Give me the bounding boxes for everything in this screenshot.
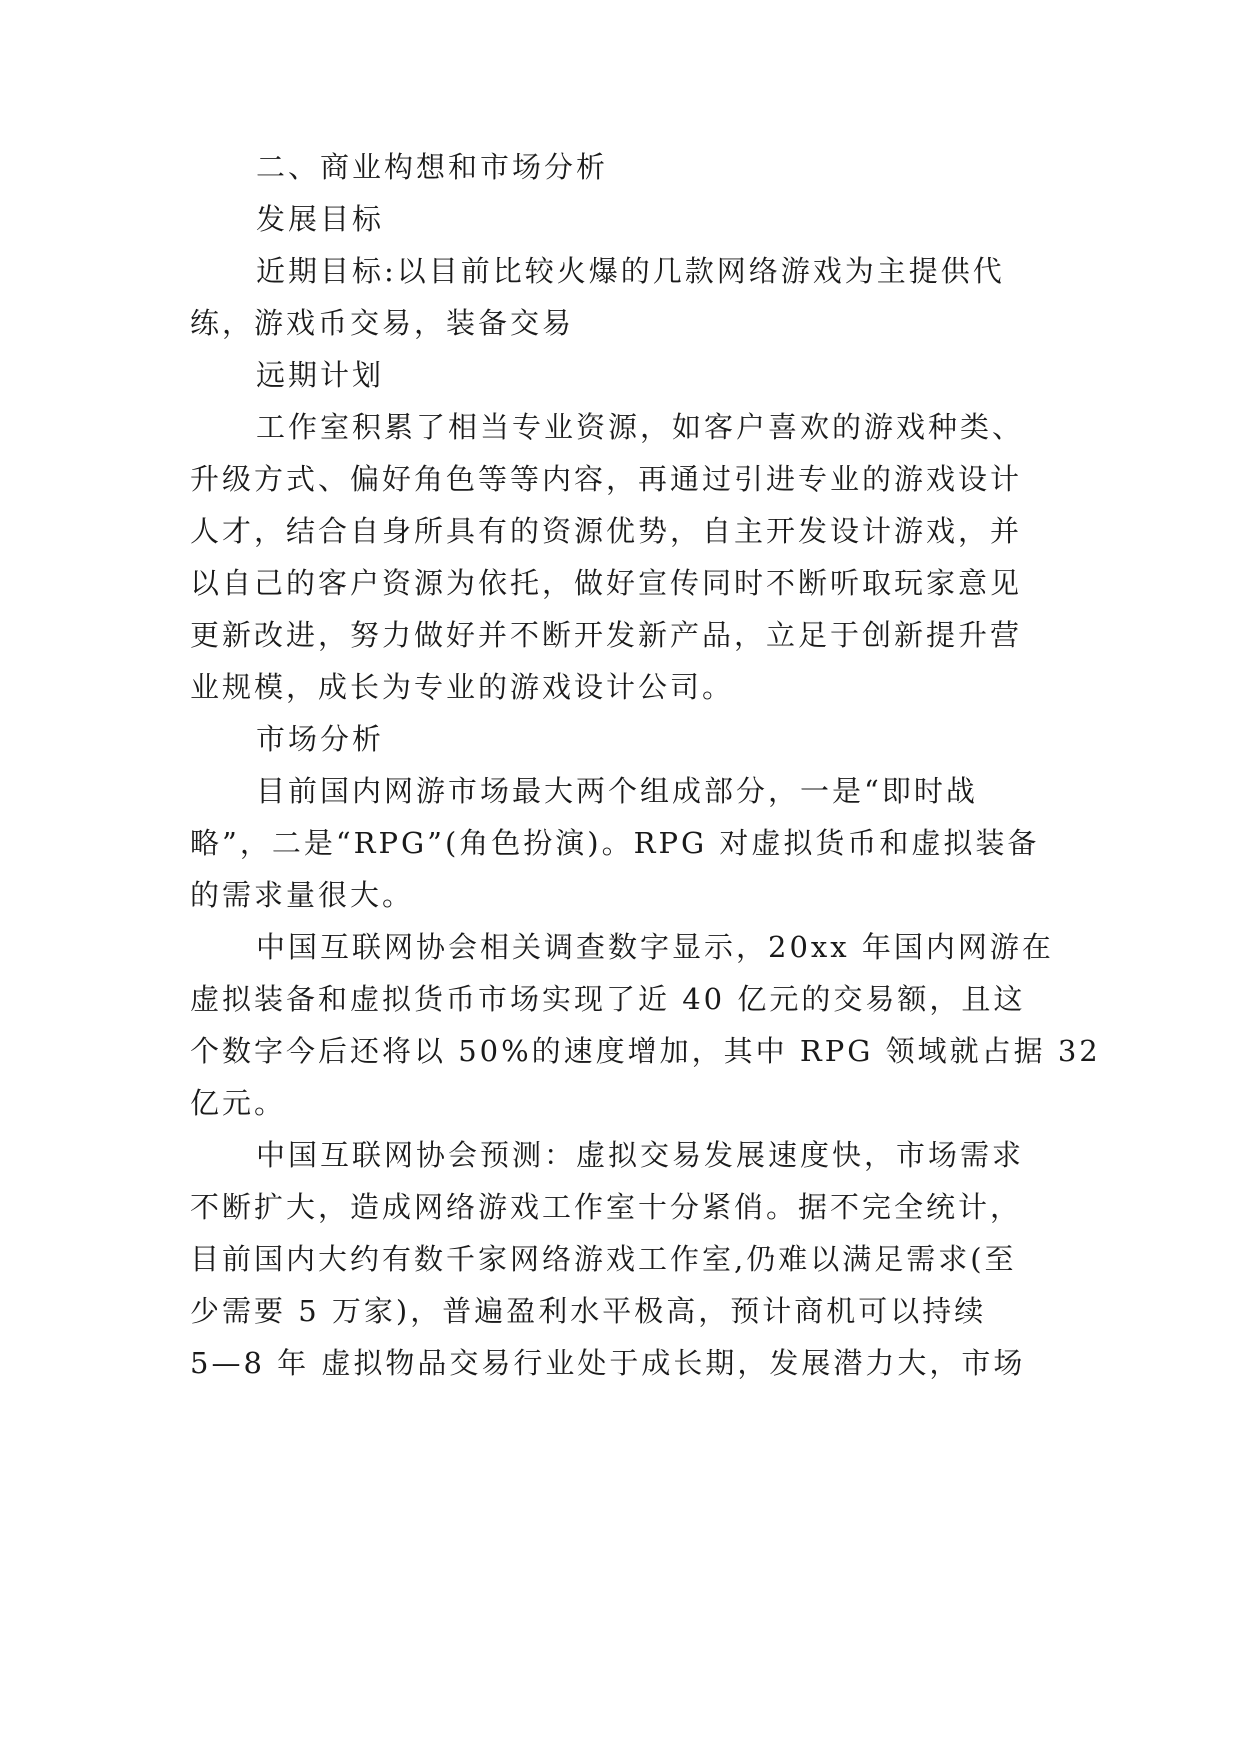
paragraph-line: 亿元。 — [190, 1086, 287, 1120]
subheading-development-goals: 发展目标 — [256, 202, 385, 236]
paragraph-line: 目前国内大约有数千家网络游戏工作室,仍难以满足需求(至 — [190, 1242, 1017, 1276]
paragraph-line: 中国互联网协会预测：虚拟交易发展速度快，市场需求 — [256, 1138, 1025, 1172]
paragraph-line: 升级方式、偏好角色等等内容，再通过引进专业的游戏设计 — [190, 462, 1023, 496]
paragraph-line: 目前国内网游市场最大两个组成部分，一是“即时战 — [256, 774, 978, 808]
paragraph-line: 中国互联网协会相关调查数字显示，20xx 年国内网游在 — [256, 930, 1054, 964]
paragraph-line: 少需要 5 万家)，普遍盈利水平极高，预计商机可以持续 — [190, 1294, 987, 1328]
paragraph-line: 的需求量很大。 — [190, 878, 415, 912]
paragraph-line: 虚拟装备和虚拟货币市场实现了近 40 亿元的交易额，且这 — [190, 982, 1026, 1016]
paragraph-line: 5—8 年 虚拟物品交易行业处于成长期，发展潜力大，市场 — [190, 1346, 1026, 1380]
subheading-market-analysis: 市场分析 — [256, 722, 385, 756]
paragraph-line: 近期目标:以目前比较火爆的几款网络游戏为主提供代 — [256, 254, 1005, 288]
subheading-long-term-plan: 远期计划 — [256, 358, 385, 392]
paragraph-line: 以自己的客户资源为依托，做好宣传同时不断听取玩家意见 — [190, 566, 1023, 600]
paragraph-line: 练，游戏币交易，装备交易 — [190, 306, 575, 340]
paragraph-line: 略”，二是“RPG”(角色扮演)。RPG 对虚拟货币和虚拟装备 — [190, 826, 1040, 860]
paragraph-line: 人才，结合自身所具有的资源优势，自主开发设计游戏，并 — [190, 514, 1023, 548]
paragraph-line: 工作室积累了相当专业资源，如客户喜欢的游戏种类、 — [256, 410, 1025, 444]
paragraph-line: 更新改进，努力做好并不断开发新产品，立足于创新提升营 — [190, 618, 1023, 652]
paragraph-line: 业规模，成长为专业的游戏设计公司。 — [190, 670, 735, 704]
section-heading: 二、商业构想和市场分析 — [256, 150, 609, 184]
paragraph-line: 不断扩大，造成网络游戏工作室十分紧俏。据不完全统计， — [190, 1190, 1023, 1224]
paragraph-line: 个数字今后还将以 50%的速度增加，其中 RPG 领域就占据 32 — [190, 1034, 1101, 1068]
